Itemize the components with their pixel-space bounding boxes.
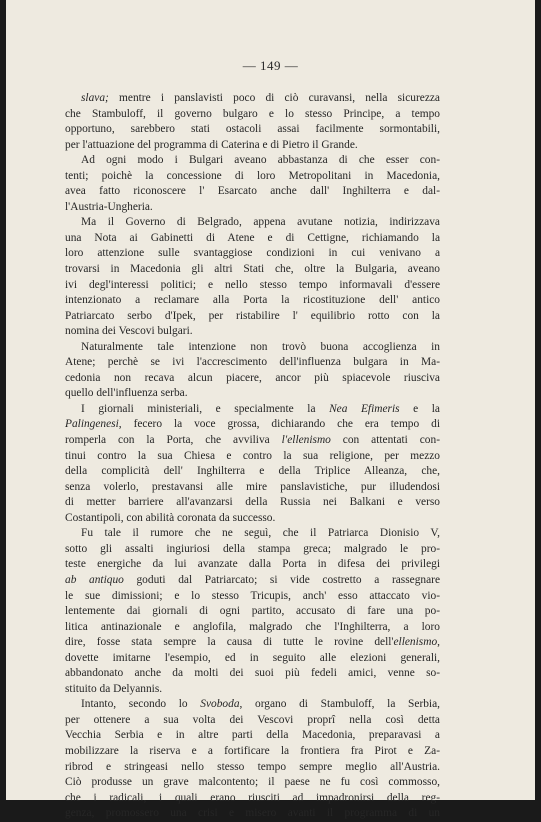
text-line xyxy=(65,402,440,418)
text-run: l'Austria-Ungheria. xyxy=(65,200,153,213)
text-run: Patriarcato serbo d'Ipek, per ristabilire l' equilibrio rotto con la xyxy=(65,309,440,322)
text-line xyxy=(65,231,440,247)
italic-text: ab antiquo xyxy=(65,573,124,586)
text-run: Vecchia Serbia e in altre parti della Macedonia, preparavasi a xyxy=(65,729,440,742)
text-run: romperla con la Porta, che avviliva xyxy=(65,434,282,447)
text-line xyxy=(65,153,440,169)
text-line xyxy=(65,791,440,807)
book-page xyxy=(6,0,535,820)
italic-text: Svoboda xyxy=(200,698,240,711)
paragraph xyxy=(65,153,440,215)
text-run: genza, promossero una crisi e misero avanti il programma di un xyxy=(65,807,440,820)
text-run: cedonia non recava alcun piacere, ancor più spiacevole riusciva xyxy=(65,371,440,384)
text-line xyxy=(65,651,440,667)
text-line xyxy=(65,666,440,682)
text-run: I giornali ministeriali, e specialmente la xyxy=(81,402,330,415)
text-run: dire, fosse stata sempre la causa di tutte le rovine dell' xyxy=(65,636,394,649)
italic-text: Palingenesi xyxy=(65,418,119,431)
text-run: per l'attuazione del programma di Caterina e di Pietro il Grande. xyxy=(65,138,358,151)
text-line xyxy=(65,215,440,231)
text-line xyxy=(65,557,440,573)
text-run: Intanto, secondo lo xyxy=(81,698,201,711)
text-line xyxy=(65,760,440,776)
text-run: della complicità dell' Inghilterra e della Triplice Alleanza, che, xyxy=(65,465,440,478)
text-line xyxy=(65,495,440,511)
text-line xyxy=(65,464,440,480)
text-run: ivi degl'interessi politici; e nello stesso tempo informavali d'essere xyxy=(65,278,440,291)
text-run: di metter barriere all'avanzarsi della Russia nei Balkani e verso xyxy=(65,496,440,509)
text-run: opportuno, sarebbero stati ostacoli assai facilmente sormontabili, xyxy=(65,123,440,136)
text-run: avea fatto riconoscere l' Esarcato anche dall' Inghilterra e dal- xyxy=(65,185,440,198)
text-run: con attentati con- xyxy=(330,434,440,447)
text-line xyxy=(65,620,440,636)
italic-text: l'ellenismo xyxy=(281,434,331,447)
paragraph xyxy=(65,697,440,821)
paragraph xyxy=(65,91,440,153)
text-run: Ad ogni modo i Bulgari aveano abbastanza di che esser con- xyxy=(81,154,440,167)
text-line xyxy=(65,604,440,620)
text-run: mentre i panslavisti poco di ciò curavansi, nella sicurezza xyxy=(108,92,440,104)
text-line xyxy=(65,309,440,325)
text-run: Ma il Governo di Belgrado, appena avutane notizia, indirizzava xyxy=(81,216,440,229)
text-run: , xyxy=(437,636,440,649)
paragraph xyxy=(65,340,440,402)
text-line xyxy=(65,293,440,309)
text-line xyxy=(65,386,440,402)
text-run: trovarsi in Macedonia gli altri Stati che, oltre la Bulgaria, aveano xyxy=(65,263,440,276)
text-run: le sue dimissioni; e lo stesso Tricupis, anch' esso attaccato vio- xyxy=(65,589,440,602)
text-line xyxy=(65,107,440,123)
body-text xyxy=(65,91,440,822)
italic-text: slava; xyxy=(81,92,109,104)
text-line xyxy=(65,728,440,744)
text-run: abbandonato anche da molti dei suoi più fedeli amici, venne so- xyxy=(65,667,440,680)
italic-text: ellenismo xyxy=(393,636,438,649)
text-run: mobilizzare la riserva e a fortificare la frontiera fra Pirot e Za- xyxy=(65,744,440,757)
text-line xyxy=(65,542,440,558)
text-run: lentemente dai giornali di ogni partito, accusato di fare una po- xyxy=(65,605,440,618)
text-run: Costantipoli, con abilità coronata da successo. xyxy=(65,511,276,524)
paragraph xyxy=(65,402,440,526)
text-run: loro attenzione sulle svantaggiose condizioni in cui venivano a xyxy=(65,247,440,260)
text-run: tinui contro la sua Chiesa e contro la sua religione, per mezzo xyxy=(65,449,440,462)
text-run: nomina dei Vescovi bulgari. xyxy=(65,325,193,338)
text-run: intenzionato a reclamare alla Porta la ricostituzione dell' antico xyxy=(65,294,440,307)
text-line xyxy=(65,371,440,387)
text-line xyxy=(65,184,440,200)
text-line xyxy=(65,138,440,154)
text-run: e la xyxy=(399,402,440,415)
text-line xyxy=(65,480,440,496)
text-run: per ottenere a sua volta dei Vescovi proprî nella così detta xyxy=(65,713,440,726)
text-line xyxy=(65,511,440,527)
text-line xyxy=(65,775,440,791)
text-run: tenti; poichè la concessione di loro Metropolitani in Macedonia, xyxy=(65,169,440,182)
text-line xyxy=(65,278,440,294)
text-line xyxy=(65,806,440,822)
text-line xyxy=(65,355,440,371)
text-run: Ciò produsse un grave malcontento; il paese ne fu così commosso, xyxy=(65,776,440,789)
text-run: , fecero la voce grossa, dichiarando che era tempo di xyxy=(118,418,440,431)
text-line xyxy=(65,573,440,589)
text-line xyxy=(65,449,440,465)
text-run: litica antinazionale e anglofila, malgrado che l'Inghilterra, a loro xyxy=(65,620,440,633)
text-line xyxy=(65,697,440,713)
text-run: che Stambuloff, il governo bulgaro e lo stesso Principe, a tempo xyxy=(65,107,440,120)
text-run: Naturalmente tale intenzione non trovò buona accoglienza in xyxy=(81,340,440,353)
text-run: Atene; perchè se ivi l'accrescimento dell'influenza bulgara in Ma- xyxy=(65,356,440,369)
text-line xyxy=(65,324,440,340)
text-line xyxy=(65,635,440,651)
text-run: senza volerlo, prestavansi alle mire panslavistiche, pur illudendosi xyxy=(65,480,440,493)
italic-text: Nea Efimeris xyxy=(329,402,400,415)
text-line xyxy=(65,713,440,729)
text-line xyxy=(65,246,440,262)
text-line xyxy=(65,682,440,698)
text-line xyxy=(65,91,440,107)
text-line xyxy=(65,417,440,433)
text-run: dovette imitarne l'esempio, ed in seguito alle elezioni generali, xyxy=(65,651,440,664)
text-line xyxy=(65,200,440,216)
text-line xyxy=(65,340,440,356)
text-run: stituito da Delyannis. xyxy=(65,682,163,695)
text-line xyxy=(65,526,440,542)
text-line xyxy=(65,262,440,278)
text-run: Fu tale il rumore che ne seguì, che il Patriarca Dionisio V, xyxy=(81,527,440,540)
paragraph xyxy=(65,526,440,697)
text-line xyxy=(65,744,440,760)
text-run: una Nota ai Gabinetti di Atene e di Cettigne, richiamando la xyxy=(65,231,440,244)
text-line xyxy=(65,589,440,605)
text-run: sotto gli assalti ingiuriosi della stampa greca; malgrado le pro- xyxy=(65,542,440,555)
paragraph xyxy=(65,215,440,339)
page-number: — 149 — xyxy=(242,58,299,73)
text-run: , organo di Stambuloff, la Serbia, xyxy=(239,698,441,711)
text-run: teste energiche da lui avanzate dalla Porta in difesa dei privilegi xyxy=(65,558,440,571)
text-run: ribrod e stringeasi nello stesso tempo sempre meglio all'Austria. xyxy=(65,760,440,773)
text-line xyxy=(65,169,440,185)
text-line xyxy=(65,122,440,138)
text-run: quello dell'influenza serba. xyxy=(65,387,188,400)
text-run: che i radicali, i quali erano riusciti ad impadronirsi della reg- xyxy=(65,791,440,804)
text-line xyxy=(65,433,440,449)
text-run: goduti dal Patriarcato; si vide costretto a rassegnare xyxy=(123,573,441,586)
